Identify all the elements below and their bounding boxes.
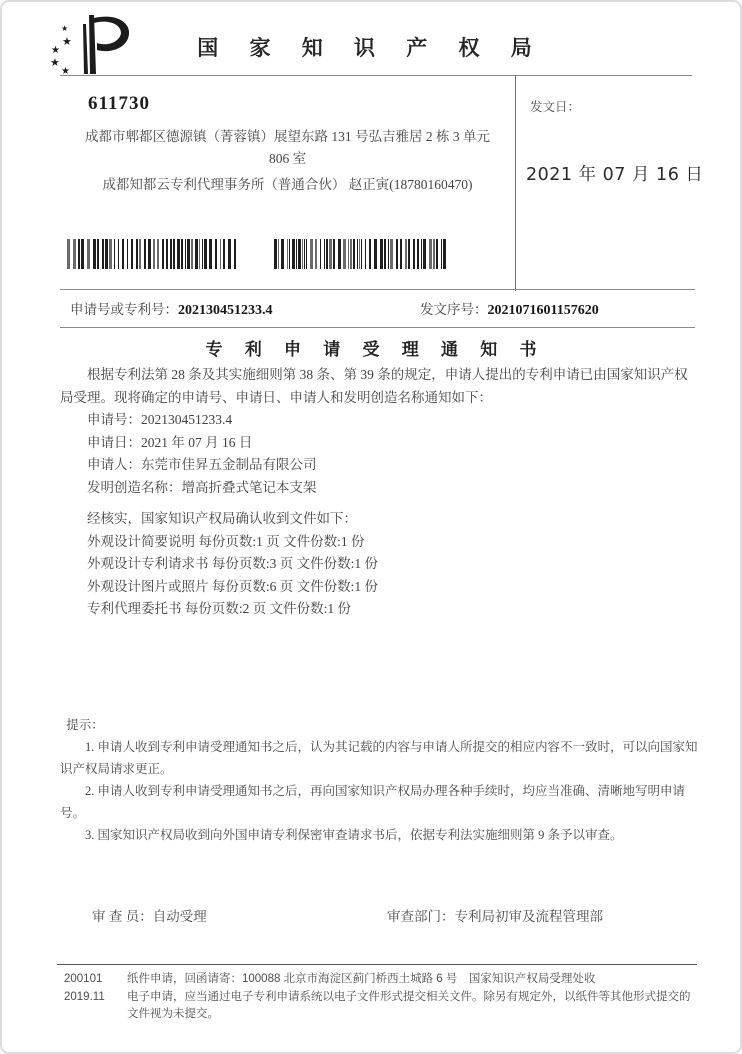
application-field-line: 申请日：2021 年 07 月 16 日	[87, 434, 253, 450]
intro-paragraph: 根据专利法第 28 条及其实施细则第 38 条、第 39 条的规定，申请人提出的专利申请已由国家知识产权局受理。现将确定的申请号、申请日、申请人和发明创造名称通知如下：	[60, 367, 688, 405]
recipient-block	[60, 75, 515, 289]
footer-code-2: 2019.11	[64, 990, 105, 1003]
serial-number-value: 2021071601157620	[487, 303, 599, 318]
agency-line: 成都知都云专利代理事务所（普通合伙） 赵正寅(18780160470)	[102, 177, 473, 192]
examiner-value: 自动受理	[152, 909, 207, 924]
department-field	[387, 905, 603, 925]
note-item: 2. 申请人收到专利申请受理通知书之后，再向国家知识产权局办理各种手续时，均应当准确、清晰地写明申请号。	[60, 784, 686, 820]
svg-text:★: ★	[61, 24, 69, 33]
notes-label: 提示：	[66, 718, 104, 732]
postal-code: 611730	[88, 93, 150, 114]
signoff-row	[60, 905, 696, 927]
application-field-line: 申请号：202130451233.4	[87, 412, 233, 427]
application-field-line: 申请人：东莞市佳昇五金制品有限公司	[87, 457, 317, 472]
application-number-value: 202130451233.4	[178, 303, 273, 318]
reference-row	[60, 298, 695, 322]
received-document-line: 外观设计简要说明 每份页数:1 页 文件份数:1 份	[87, 533, 365, 549]
received-documents-list	[60, 531, 696, 621]
issue-date-value: 2021 年 07 月 16 日	[526, 165, 704, 185]
notice-body	[60, 364, 696, 621]
department-value: 专利局初审及流程管理部	[454, 909, 603, 924]
footer-line-1: 纸件申请，回函请寄：100088 北京市海淀区蓟门桥西土城路 6 号 国家知识产权局受理处收	[127, 973, 596, 985]
footer-rule	[57, 964, 697, 965]
examiner-field	[92, 905, 207, 925]
application-number	[70, 298, 273, 319]
department-label: 审查部门：	[387, 909, 455, 924]
application-fields	[60, 409, 696, 499]
received-document-line: 专利代理委托书 每份页数:2 页 文件份数:1 份	[87, 601, 352, 616]
spacer	[60, 499, 696, 508]
svg-text:★: ★	[50, 56, 60, 69]
footer-instructions	[127, 971, 717, 1024]
org-title: 国 家 知 识 产 权 局	[197, 36, 545, 60]
application-field-line: 发明创造名称：增高折叠式笔记本支架	[87, 479, 317, 495]
recipient-address-line2: 806 室	[268, 151, 307, 166]
serial-number-label: 发文序号：	[420, 302, 488, 317]
serial-number	[420, 298, 599, 319]
barcode-left-icon	[67, 239, 243, 269]
document-title: 专 利 申 请 受 理 通 知 书	[205, 340, 546, 359]
issue-date-label: 发文日：	[530, 100, 581, 114]
recipient-address-line1: 成都市郫都区德源镇（菁蓉镇）展望东路 131 号弘吉雅居 2 栋 3 单元	[85, 129, 490, 144]
note-item: 3. 国家知识产权局收到向外国申请专利保密审查请求书后，依据专利法实施细则第 9 条予以审查。	[85, 828, 623, 842]
footer-form-codes	[64, 971, 105, 1006]
footer-line-2: 电子申请，应当通过电子专利申请系统以电子文件形式提交相关文件。除另有规定外，以纸件等其他形式提交的	[127, 990, 691, 1003]
confirm-line: 经核实，国家知识产权局确认收到文件如下：	[87, 511, 357, 526]
svg-text:★: ★	[61, 66, 70, 77]
notes-list	[60, 736, 698, 846]
section-rule-top	[60, 289, 695, 290]
examiner-label: 审 查 员：	[92, 909, 153, 924]
svg-text:★: ★	[62, 35, 72, 48]
note-item: 1. 申请人收到专利申请受理通知书之后，认为其记载的内容与申请人所提交的相应内容不一致时，可以向国家知识产权局请求更正。	[60, 740, 698, 776]
issue-date-box	[515, 75, 704, 291]
application-number-label: 申请号或专利号：	[70, 302, 178, 317]
footer-line-3: 文件视为未提交。	[127, 1008, 219, 1020]
barcode-right-icon	[274, 239, 478, 269]
svg-text:★: ★	[51, 45, 60, 56]
section-rule-bottom	[60, 327, 695, 328]
notes-section	[60, 714, 698, 846]
footer-code-1: 200101	[64, 973, 103, 985]
received-document-line: 外观设计图片或照片 每份页数:6 页 文件份数:1 份	[87, 578, 379, 594]
received-document-line: 外观设计专利请求书 每份页数:3 页 文件份数:1 份	[87, 556, 379, 571]
